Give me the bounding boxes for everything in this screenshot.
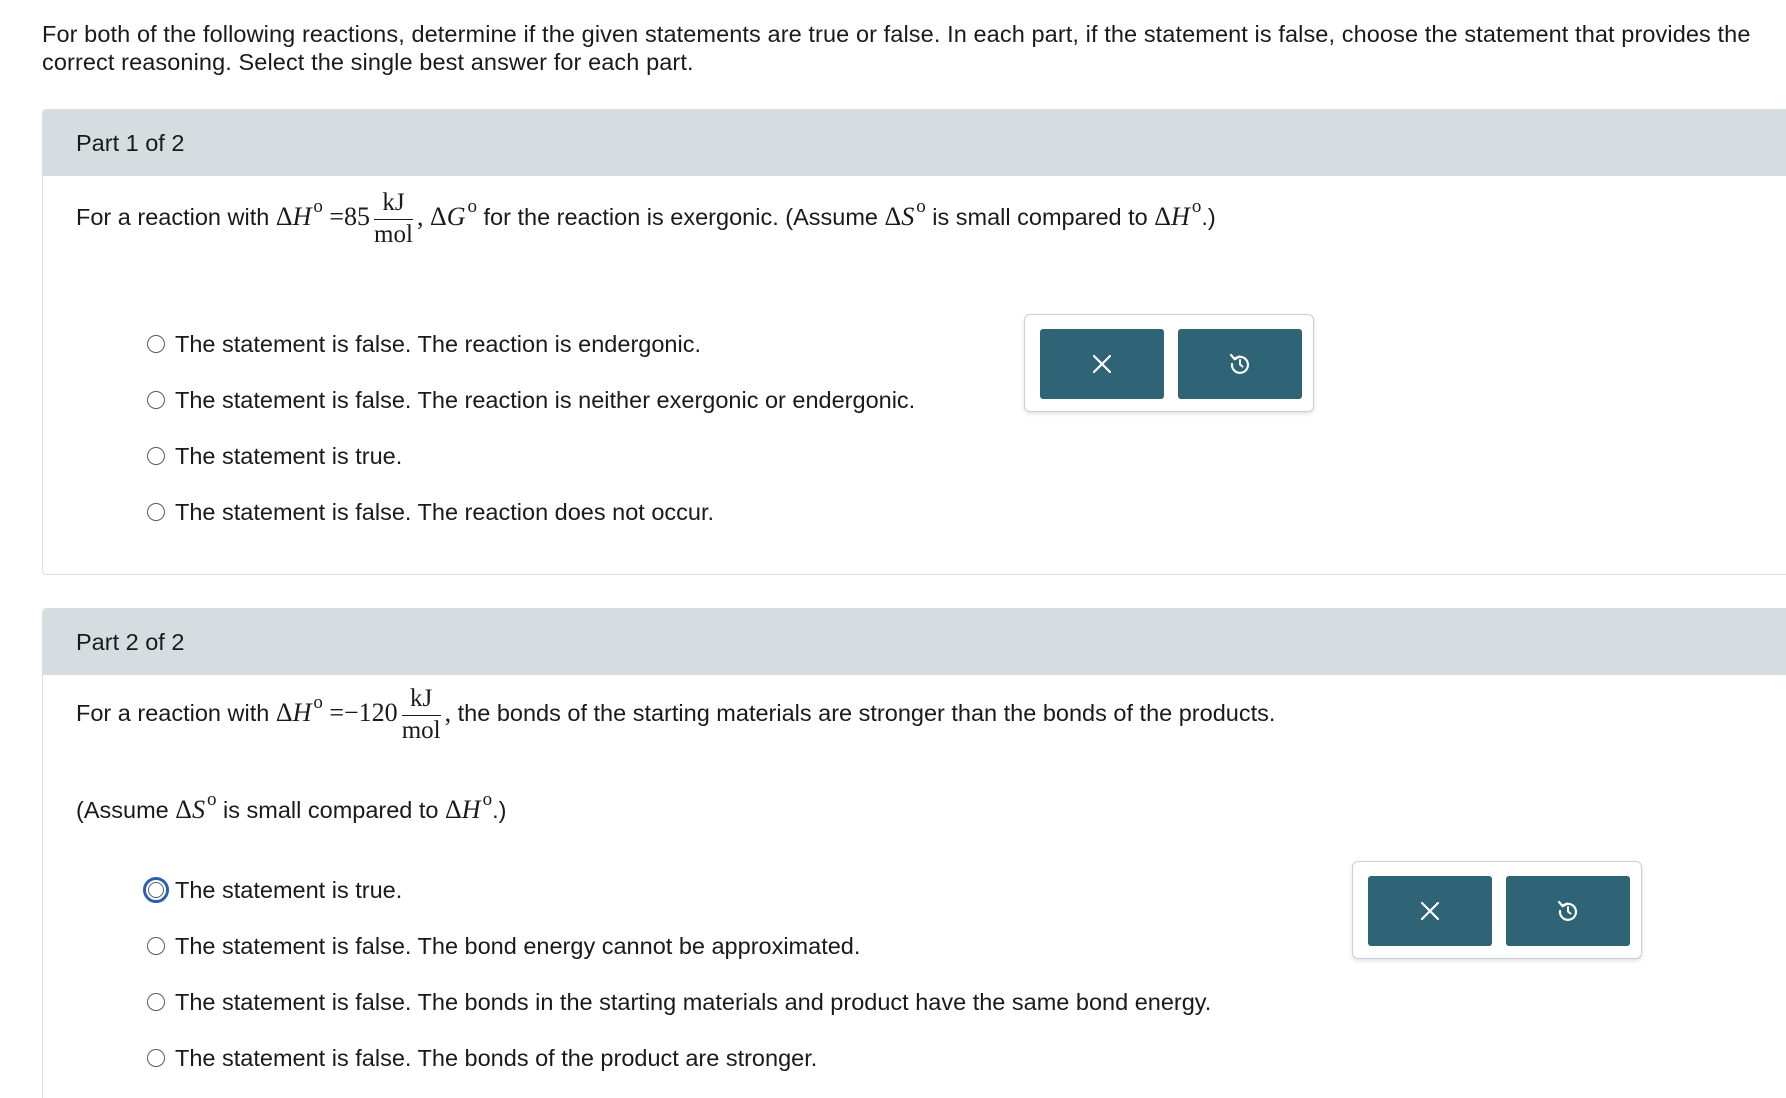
- part-2-header: [43, 609, 1786, 675]
- part-1-option-4[interactable]: The statement is false. The reaction does not occur.: [147, 484, 915, 540]
- part-1-header: [43, 110, 1786, 176]
- radio-button[interactable]: [147, 503, 165, 521]
- part-2-question: For a reaction with ΔH $^o$ =−120 $\frac{kJ}{\text{mol}}$ , the bonds of the starting materials are stronger than the bonds of the products.: [76, 685, 1276, 744]
- radio-button[interactable]: [147, 447, 165, 465]
- part-1-unit-fraction: $\frac{kJ}{\text{mol}}$: [374, 189, 413, 248]
- undo-button[interactable]: [1506, 876, 1630, 946]
- radio-button[interactable]: [147, 335, 165, 353]
- clear-button[interactable]: [1368, 876, 1492, 946]
- part-2-title: Part 2 of 2: [76, 628, 185, 655]
- part-1-options: [147, 316, 915, 540]
- radio-button[interactable]: [147, 993, 165, 1011]
- instructions-text: For both of the following reactions, determine if the given statements are true or false. In each part, if the statement is false, choose the statement that provides the correct reasoning. Select the single best answer for each part.: [42, 21, 1751, 75]
- part-1-question: For a reaction with ΔH $^o$ =85 $\frac{kJ}{\text{mol}}$ , ΔG $^o$ for the reaction is exergonic. (Assume ΔS $^o$ is small compared to ΔH $^o$.): [76, 189, 1216, 248]
- part-1-option-1[interactable]: The statement is false. The reaction is endergonic.: [147, 316, 915, 372]
- part-2-question-line-2: (Assume ΔS $^o$ is small compared to ΔH $^o$.): [76, 789, 507, 824]
- part-2-option-1[interactable]: The statement is true.: [147, 862, 1211, 918]
- undo-button[interactable]: [1178, 329, 1302, 399]
- undo-icon: [1555, 898, 1581, 924]
- part-2-toolbox: [1352, 861, 1642, 959]
- radio-button-focused[interactable]: [143, 877, 169, 903]
- part-2-option-3[interactable]: The statement is false. The bonds in the starting materials and product have the same bond energy.: [147, 974, 1211, 1030]
- close-icon: [1418, 899, 1442, 923]
- part-1-title: Part 1 of 2: [76, 129, 185, 156]
- part-2-options: [147, 862, 1211, 1086]
- part-2-option-2[interactable]: The statement is false. The bond energy cannot be approximated.: [147, 918, 1211, 974]
- part-1-option-2[interactable]: The statement is false. The reaction is neither exergonic or endergonic.: [147, 372, 915, 428]
- part-1-panel: [42, 109, 1786, 575]
- radio-button[interactable]: [147, 391, 165, 409]
- radio-button[interactable]: [147, 1049, 165, 1067]
- part-2-panel: [42, 608, 1786, 1098]
- clear-button[interactable]: [1040, 329, 1164, 399]
- part-1-toolbox: [1024, 314, 1314, 412]
- close-icon: [1090, 352, 1114, 376]
- part-2-option-4[interactable]: The statement is false. The bonds of the product are stronger.: [147, 1030, 1211, 1086]
- undo-icon: [1227, 351, 1253, 377]
- part-1-option-3[interactable]: The statement is true.: [147, 428, 915, 484]
- part-2-unit-fraction: $\frac{kJ}{\text{mol}}$: [401, 685, 441, 744]
- radio-button[interactable]: [147, 937, 165, 955]
